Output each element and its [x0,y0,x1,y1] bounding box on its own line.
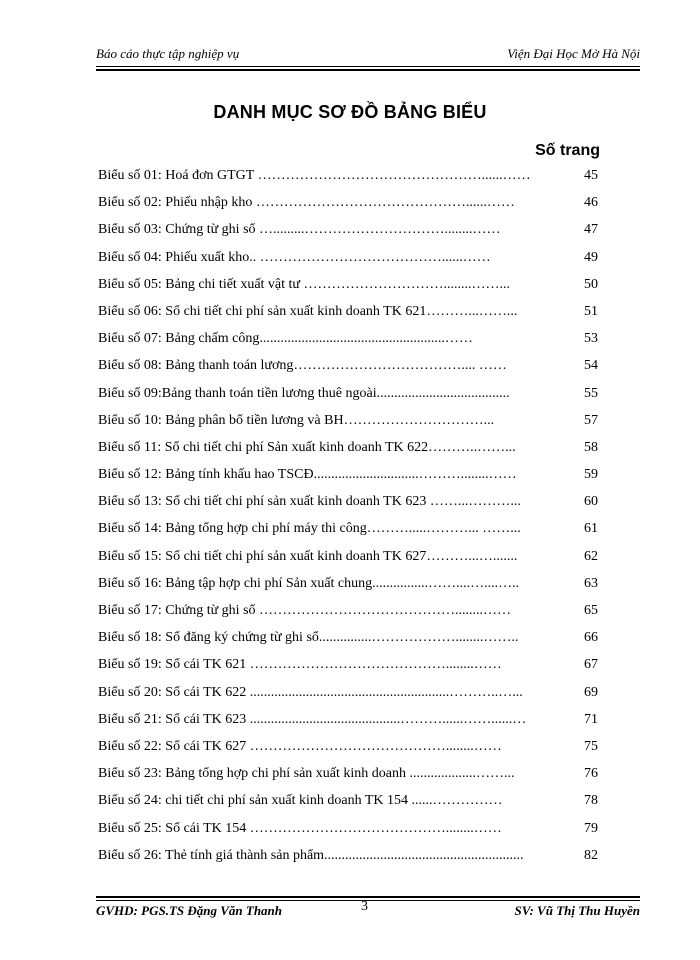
list-item [98,216,598,243]
list-item-label: Biểu số 07: Bảng chấm công.....................................................…… [98,331,473,347]
list-item-label: Biểu số 09:Bảng thanh toán tiền lương thuê ngoài...................................... [98,385,510,401]
list-item-page: 45 [584,168,598,183]
list-item-page: 71 [584,711,598,727]
list-item-page: 67 [584,657,598,673]
list-item [98,515,598,542]
list-item-label: Biểu số 13: Sổ chi tiết chi phí sản xuất kinh doanh TK 623 ……...………... [98,494,521,510]
list-item [98,842,598,869]
list-item [98,570,598,597]
list-item-label: Biểu số 04: Phiếu xuất kho.. …………………………………......…… [98,249,491,265]
list-item-page: 53 [584,331,598,347]
header-rule-thick [96,69,640,71]
list-item-label: Biểu số 08: Bảng thanh toán lương……………………………….... …… [98,358,507,374]
list-item-label: Biểu số 26: Thẻ tính giá thành sản phẩm......................................................... [98,847,524,863]
list-item [98,706,598,733]
list-item-label: Biểu số 17: Chứng từ ghi sổ ……………………………………........…… [98,603,512,618]
footer-right-text: SV: Vũ Thị Thu Huyền [514,903,640,918]
table-of-figures [98,162,598,869]
page-title: DANH MỤC SƠ ĐỒ BẢNG BIỂU [213,102,487,122]
list-item-label: Biểu số 11: Sổ chi tiết chi phí Sản xuất kinh doanh TK 622………..……... [98,439,516,455]
list-item-page: 63 [584,575,598,591]
list-item [98,651,598,678]
header-right-text: Viện Đại Học Mở Hà Nội [507,46,640,61]
list-item-page: 57 [584,412,598,428]
list-item [98,733,598,760]
list-item-page: 55 [584,385,598,401]
page-header [96,44,640,66]
list-item-label: Biểu số 10: Bảng phân bổ tiền lương và BH…………………………... [98,412,495,428]
list-item-page: 61 [584,521,598,537]
list-item-label: Biểu số 21: Sổ cái TK 623 ...........................................………......……......… [98,711,527,727]
list-item [98,352,598,379]
list-item [98,244,598,271]
list-item-label: Biểu số 02: Phiếu nhập kho ………………………………………......…… [98,195,515,211]
list-item-label: Biểu số 25: Sổ cái TK 154 ……………………………………........…… [98,820,502,836]
list-item-page: 76 [584,766,598,782]
list-item-label: Biểu số 23: Bảng tổng hợp chi phí sản xuất kinh doanh ...................……... [98,766,515,782]
list-item-label: Biểu số 22: Sổ cái TK 627 ……………………………………........…… [98,738,502,754]
list-item-label: Biểu số 20: Sổ cái TK 622 .........................................................………..…... [98,684,523,700]
list-item-page: 65 [584,603,598,618]
list-item [98,787,598,814]
page-number: 3 [361,899,368,914]
list-item [98,434,598,461]
list-item-page: 82 [584,847,598,863]
list-item-label: Biểu số 05: Bảng chi tiết xuất vật tư …………………………........……... [98,276,511,292]
list-item [98,815,598,842]
footer-left-text: GVHD: PGS.TS Đặng Văn Thanh [96,903,283,918]
list-item-page: 79 [584,820,598,836]
list-item-page: 66 [584,630,598,646]
list-item [98,189,598,216]
list-item [98,325,598,352]
list-item-page: 75 [584,738,598,754]
list-item-label: Biểu số 24: chi tiết chi phí sản xuất kinh doanh TK 154 ......…………… [98,793,503,809]
list-item-label: Biểu số 03: Chứng từ ghi sổ ….........…………………………........…… [98,222,501,238]
list-item [98,271,598,298]
list-item-label: Biểu số 06: Sổ chi tiết chi phí sản xuất kinh doanh TK 621………...……... [98,303,518,319]
list-item-page: 60 [584,494,598,510]
page-column-label: Số trang [535,142,600,159]
list-item-page: 69 [584,684,598,700]
header-left-text: Báo cáo thực tập nghiệp vụ [96,46,240,61]
list-item-label: Biểu số 01: Hoá đơn GTGT …………………………………………......…… [98,168,531,183]
list-item [98,461,598,488]
page-footer [96,897,640,919]
list-item-page: 46 [584,195,598,211]
list-item-page: 54 [584,358,598,374]
list-item-page: 47 [584,222,598,238]
list-item-label: Biểu số 14: Bảng tổng hợp chi phí máy thi công……….....………... ……... [98,521,521,537]
list-item-label: Biểu số 15: Sổ chi tiết chi phí sản xuất kinh doanh TK 627………...…....... [98,548,518,564]
list-item-page: 50 [584,276,598,292]
list-item [98,597,598,624]
list-item-page: 78 [584,793,598,809]
list-item-page: 51 [584,303,598,319]
list-item-page: 58 [584,439,598,455]
list-item [98,624,598,651]
header-rule [96,66,640,67]
list-item [98,162,598,189]
list-item [98,488,598,515]
list-item-label: Biểu số 12: Bảng tính khấu hao TSCĐ..............................………........…… [98,467,517,483]
list-item [98,298,598,325]
list-item-label: Biểu số 19: Sổ cái TK 621 ……………………………………........…… [98,657,502,673]
list-item [98,543,598,570]
list-item-page: 62 [584,548,598,564]
list-item-label: Biểu số 16: Bảng tập hợp chi phí Sản xuất chung................……....…....….. [98,575,520,591]
list-item-label: Biểu số 18: Sổ đăng ký chứng từ ghi sổ...............………………........…….. [98,630,519,646]
list-item-page: 59 [584,467,598,483]
list-item [98,679,598,706]
list-item [98,407,598,434]
list-item [98,760,598,787]
list-item [98,380,598,407]
list-item-page: 49 [584,249,598,265]
